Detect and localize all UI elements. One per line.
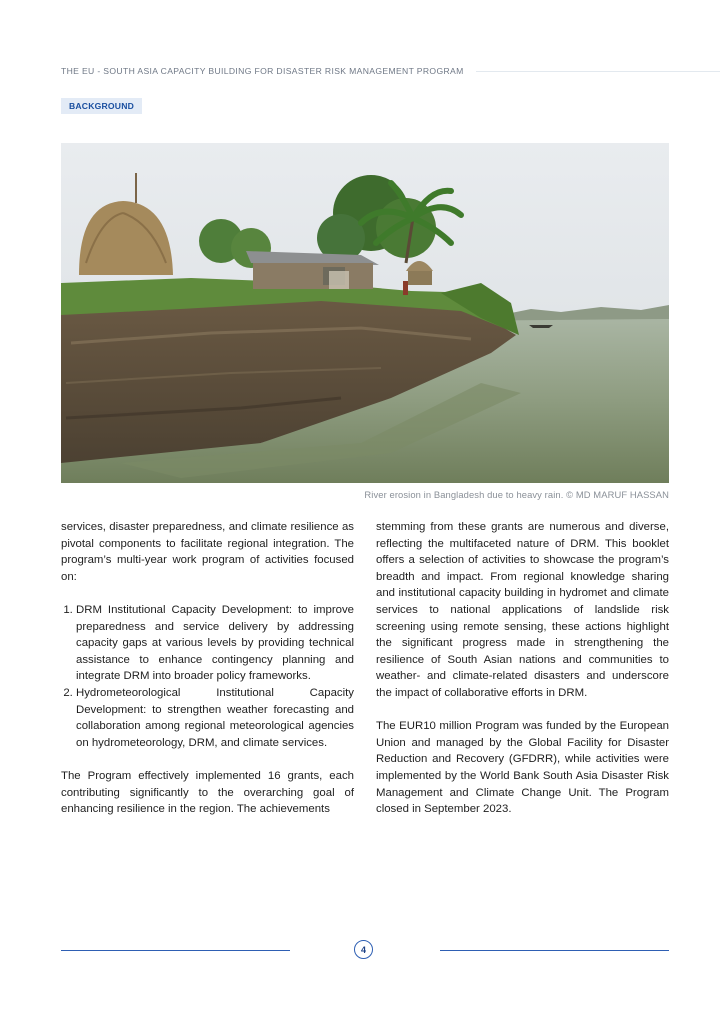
photo-caption: River erosion in Bangladesh due to heavy rain. © MD MARUF HASSAN: [364, 489, 669, 500]
grants-paragraph: The Program effectively implemented 16 grants, each contributing significantly to the overarching goal of enhancing resilience in the region. The achievements: [61, 769, 354, 816]
header-title: THE EU - SOUTH ASIA CAPACITY BUILDING FOR DISASTER RISK MANAGEMENT PROGRAM: [61, 66, 464, 76]
river-erosion-photo: [61, 143, 669, 483]
list-item: 2. Hydrometeorological Institutional Capacity Development: to strengthen weather forecasting and collaboration among regional meteorological agencies on hydrometeorology, DRM, and climate services.: [76, 685, 354, 751]
achievements-paragraph: stemming from these grants are numerous and diverse, reflecting the multifaceted nature of DRM. This booklet offers a selection of activities to showcase the program’s breadth and impact. From regional knowledge sharing and institutional capacity building in hydromet and climate services to national applications of landslide risk screening using remote sensing, these actions highlight the significant progress made in strengthening the resilience of South Asian nations and communities to weather- and climate-related disasters and underscore the impact of collaborative efforts in DRM.: [376, 521, 669, 699]
left-column: [61, 519, 354, 834]
activities-list: [61, 602, 354, 751]
list-item: 1. DRM Institutional Capacity Development: to improve preparedness and service delivery by addressing capacity gaps at various levels by providing technical assistance to enhance contingency planning and integrate DRM into broader policy frameworks.: [76, 602, 354, 685]
page-number: 4: [354, 940, 373, 959]
funding-paragraph: The EUR10 million Program was funded by the European Union and managed by the Global Facility for Disaster Reduction and Recovery (GFDRR), while activities were implemented by the World Bank South Asia Disaster Risk Management and Climate Change Unit. The Program closed in September 2023.: [376, 720, 669, 816]
running-header: [61, 66, 720, 76]
section-badge: BACKGROUND: [61, 98, 142, 114]
intro-paragraph: services, disaster preparedness, and climate resilience as pivotal components to facilitate regional integration. The program’s multi-year work program of activities focused on:: [61, 521, 354, 583]
right-column: [376, 519, 669, 834]
footer-rule-right: [440, 950, 669, 951]
footer-rule-left: [61, 950, 290, 951]
photo-illustration: [61, 143, 669, 483]
header-rule: [476, 71, 720, 72]
